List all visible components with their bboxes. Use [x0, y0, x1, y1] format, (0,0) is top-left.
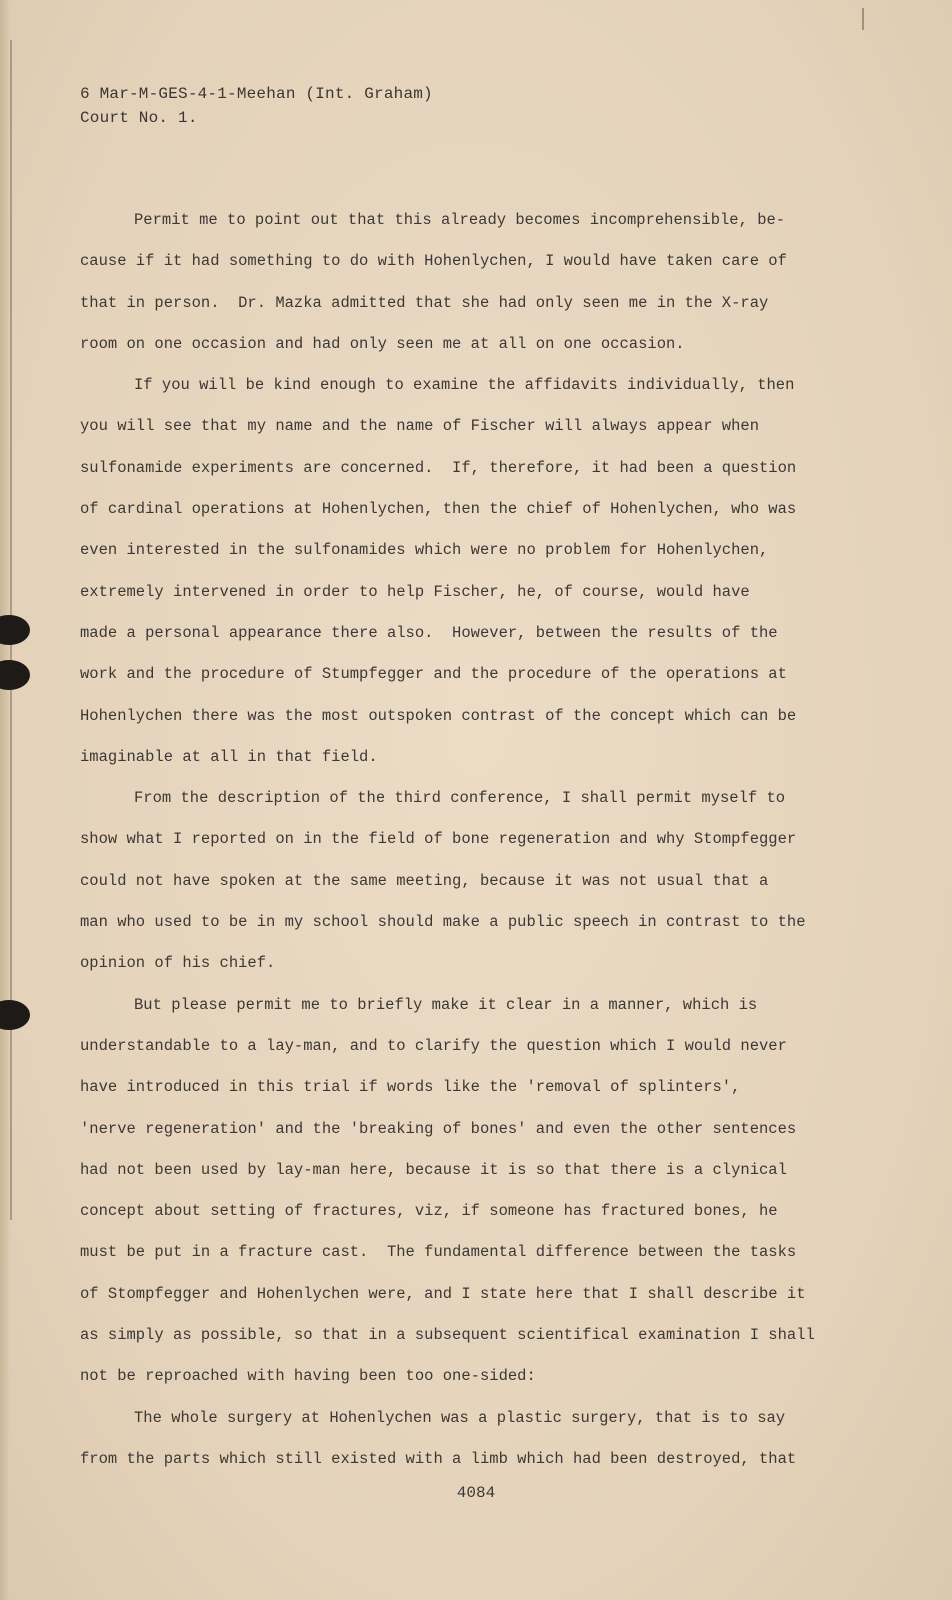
text-line: Permit me to point out that this already becomes incomprehensible, be- [134, 211, 786, 229]
text-line: could not have spoken at the same meeting, because it was not usual that a [80, 871, 769, 890]
header-court: Court No. 1. [80, 109, 198, 127]
text-line: that in person. Dr. Mazka admitted that she had only seen me in the X-ray [80, 293, 769, 312]
text-line: man who used to be in my school should make a public speech in contrast to the [80, 913, 806, 932]
text-line: extremely intervened in order to help Fischer, he, of course, would have [80, 582, 750, 601]
text-line: 'nerve regeneration' and the 'breaking of bones' and even the other sentences [80, 1119, 797, 1138]
text-line: cause if it had something to do with Hohenlychen, I would have taken care of [80, 252, 787, 271]
text-line: must be put in a fracture cast. The fundamental difference between the tasks [80, 1243, 797, 1262]
text-line: The whole surgery at Hohenlychen was a plastic surgery, that is to say [134, 1408, 786, 1427]
document-header [80, 82, 433, 130]
text-line: From the description of the third conference, I shall permit myself to [134, 789, 786, 808]
text-line: If you will be kind enough to examine the affidavits individually, then [134, 376, 795, 395]
text-line: sulfonamide experiments are concerned. If, therefore, it had been a question [80, 458, 797, 477]
text-line: understandable to a lay-man, and to clarify the question which I would never [80, 1036, 787, 1055]
page-top-mark [862, 8, 864, 30]
punch-hole [0, 1000, 30, 1030]
document-body [80, 200, 880, 1480]
text-line: of cardinal operations at Hohenlychen, then the chief of Hohenlychen, who was [80, 500, 797, 519]
text-line: Hohenlychen there was the most outspoken contrast of the concept which can be [80, 706, 797, 725]
punch-hole [0, 660, 30, 690]
text-line: not be reproached with having been too one-sided: [80, 1367, 536, 1386]
page-left-edge [0, 0, 10, 1600]
text-line: from the parts which still existed with a limb which had been destroyed, that [80, 1449, 797, 1468]
page-number: 4084 [456, 1484, 496, 1502]
text-line: made a personal appearance there also. However, between the results of the [80, 623, 778, 642]
punch-hole [0, 615, 30, 645]
text-line: you will see that my name and the name of Fischer will always appear when [80, 417, 760, 436]
text-line: imaginable at all in that field. [80, 747, 378, 766]
text-line: of Stompfegger and Hohenlychen were, and I state here that I shall describe it [80, 1284, 806, 1303]
text-line: show what I reported on in the field of bone regeneration and why Stompfegger [80, 830, 797, 849]
text-line: work and the procedure of Stumpfegger and the procedure of the operations at [80, 665, 787, 684]
text-line: opinion of his chief. [80, 954, 276, 973]
text-line: But please permit me to briefly make it clear in a manner, which is [134, 995, 758, 1014]
text-line: room on one occasion and had only seen me at all on one occasion. [80, 334, 685, 353]
text-line: have introduced in this trial if words like the 'removal of splinters', [80, 1078, 741, 1097]
text-line: as simply as possible, so that in a subsequent scientifical examination I shall [80, 1326, 815, 1345]
header-reference: 6 Mar-M-GES-4-1-Meehan (Int. Graham) [80, 85, 433, 103]
text-line: had not been used by lay-man here, because it is so that there is a clynical [80, 1160, 787, 1179]
text-line: even interested in the sulfonamides which were no problem for Hohenlychen, [80, 541, 769, 560]
text-line: concept about setting of fractures, viz, if someone has fractured bones, he [80, 1202, 778, 1221]
